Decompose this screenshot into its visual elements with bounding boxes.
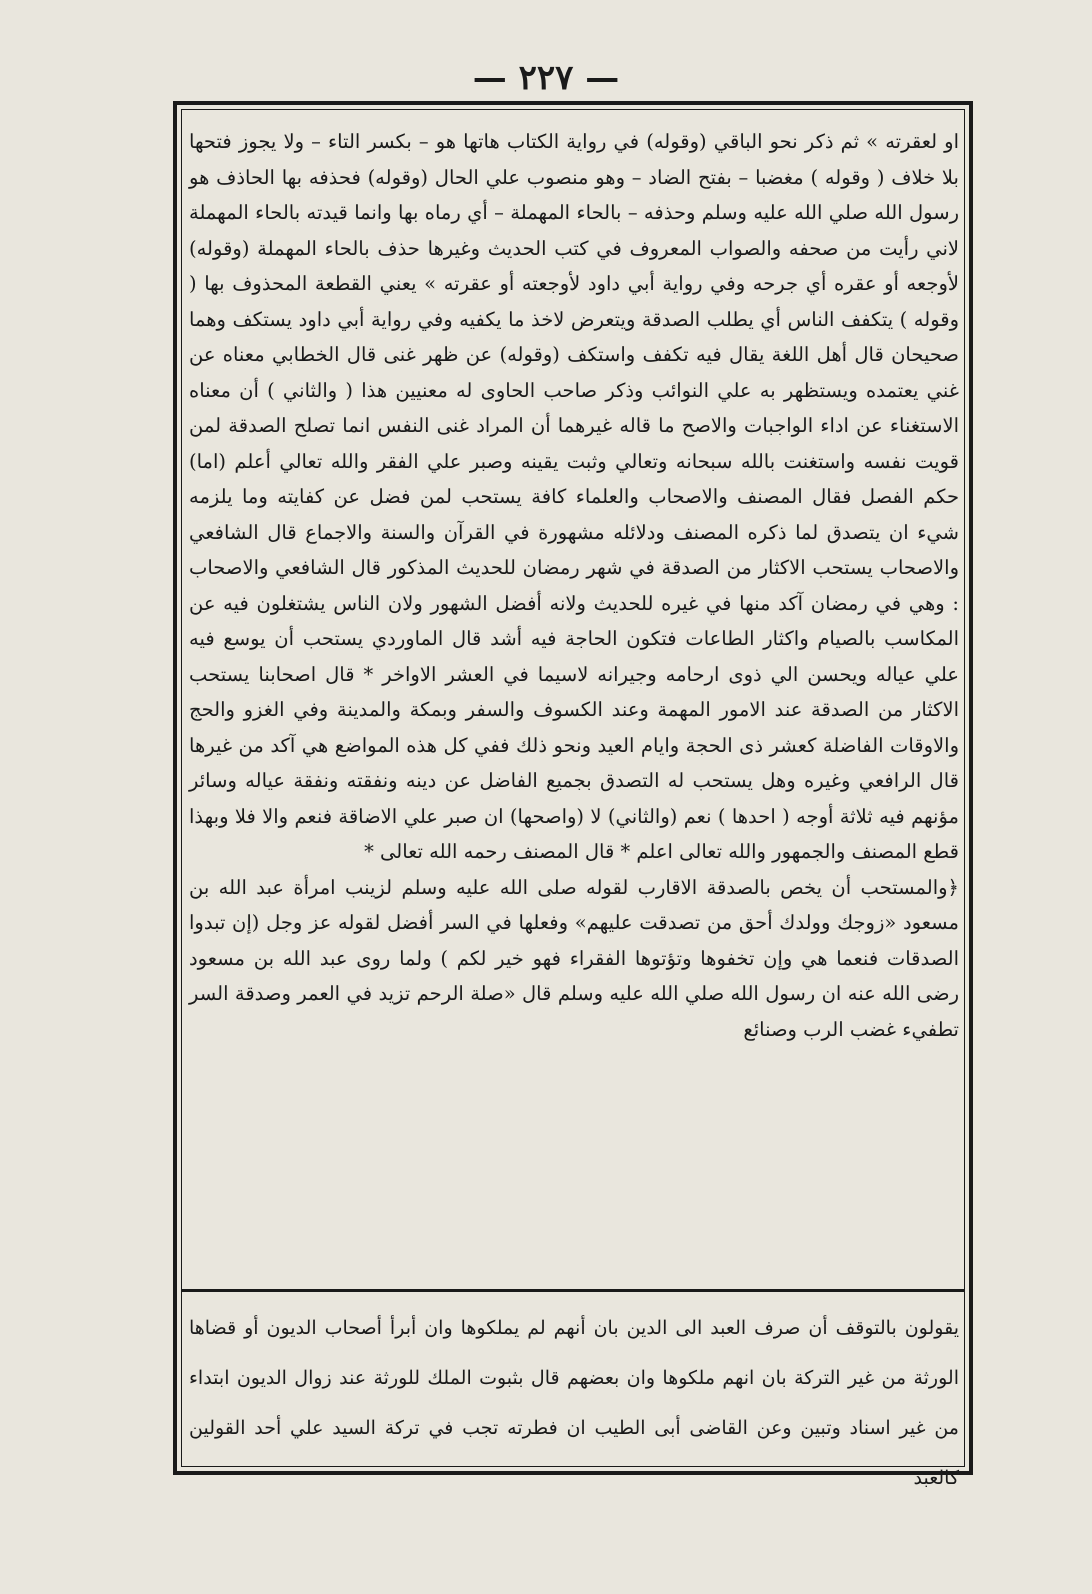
main-paragraph: او لعقرته » ثم ذكر نحو الباقي (وقوله) في رواية الكتاب هاتها هو – بكسر التاء – ولا يجوز فتحها بلا خلاف ( وقوله ) مغضبا – بفتح الضاد – وهو منصوب علي الحال (وقوله) فحذفه بها الحاذف هو رسول الله صلي الله عليه وسلم وحذفه – بالحاء المهملة – أي رماه بها وانما قيدته بالحاء المهملة لاني رأيت من صحفه والصواب المعروف في كتب الحديث وغيرها حذف بالحاء المهملة (وقوله) لأوجعه أو عقره أي جرحه وفي رواية أبي داود لأوجعته أو عقرته » يعني القطعة المحذوف بها ( وقوله ) يتكفف الناس أي يطلب الصدقة ويتعرض لاخذ ما يكفيه وفي رواية أبي داود يستكف وهما صحيحان قال أهل اللغة يقال فيه تكفف واستكف (وقوله) عن ظهر غنى قال الخطابي معناه عن غني يعتمده ويستظهر به علي النوائب وذكر صاحب الحاوى له معنيين هذا ( والثاني ) أن معناه الاستغناء عن اداء الواجبات والاصح ما قاله غيرهما أن المراد غنى النفس انما تصلح الصدقة لمن قويت نفسه واستغنت بالله سبحانه وتعالي وثبت يقينه وصبر علي الفقر والله تعالي أعلم (اما) حكم الفصل فقال المصنف والاصحاب والعلماء كافة يستحب لمن فضل عن كفايته وما يلزمه شيء ان يتصدق لما ذكره المصنف ودلائله مشهورة في القرآن والسنة والاجماع قال الشافعي والاصحاب يستحب الاكثار من الصدقة في شهر رمضان للحديث المذكور قال الشافعي والاصحاب : وهي في رمضان آكد منها في غيره للحديث ولانه أفضل الشهور ولان الناس يشتغلون فيه عن المكاسب بالصيام واكثار الطاعات فتكون الحاجة فيه أشد قال الماوردي يستحب أن يوسع فيه علي عياله ويحسن الي ذوى ارحامه وجيرانه لاسيما في العشر الاواخر * قال اصحابنا يستحب الاكثار من الصدقة عند الامور المهمة وعند الكسوف والسفر وبمكة والمدينة وفي الغزو والحج والاوقات الفاضلة كعشر ذى الحجة وايام العيد ونحو ذلك ففي كل هذه المواضع هي آكد من غيرها قال الرافعي وغيره وهل يستحب له التصدق بجميع الفاضل عن دينه ونفقته ونفقة عياله وسائر مؤنهم فيه ثلاثة أوجه ( احدها ) نعم (والثاني) لا (واصحها) ان صبر علي الاضاقة فنعم والا فلا وبهذا قطع المصنف والجمهور والله تعالى اعلم * قال المصنف رحمه الله تعالى *	[189, 130, 959, 863]
footnote-block	[189, 1303, 959, 1489]
footnote-text: يقولون بالتوقف أن صرف العبد الى الدين بان أنهم لم يملكوها وان أبرأ أصحاب الديون أو قضاها الورثة من غير التركة بان انهم ملكوها وان بعضهم قال بثبوت الملك للورثة عند زوال الديون ابتداء من غير اسناد وتبين وعن القاضى أبى الطيب ان فطرته تجب في تركة السيد علي أحد القولين كالعبد	[189, 1317, 959, 1489]
footnote-divider	[181, 1289, 965, 1292]
main-paragraph: ﴿والمستحب أن يخص بالصدقة الاقارب لقوله صلى الله عليه وسلم لزينب امرأة عبد الله بن مسعود «زوجك وولدك أحق من تصدقت عليهم» وفعلها في السر أفضل لقوله عز وجل (إن تبدوا الصدقات فنعما هي وإن تخفوها وتؤتوها الفقراء فهو خير لكم ) ولما روى عبد الله بن مسعود رضى الله عنه ان رسول الله صلي الله عليه وسلم قال «صلة الرحم تزيد في العمر وصدقة السر تطفيء غضب الرب وصنائع	[189, 875, 959, 1041]
main-text-block	[189, 124, 959, 1274]
page-number: — ٢٢٧ —	[472, 58, 620, 98]
